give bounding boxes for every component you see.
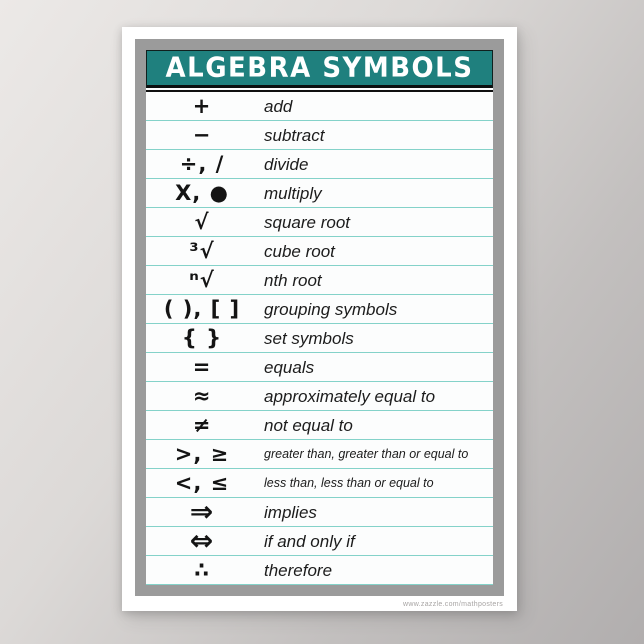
symbol-row (146, 495, 493, 528)
symbol-meaning: if and only if (264, 531, 355, 551)
symbol-table (146, 92, 493, 585)
symbol-meaning: nth root (264, 270, 322, 290)
symbol-glyph: + (192, 93, 212, 118)
symbol-row (146, 150, 493, 179)
poster-header (146, 50, 493, 88)
symbol-meaning: less than, less than or equal to (264, 475, 434, 490)
symbol-glyph: >, ≥ (174, 441, 230, 466)
symbol-glyph: ÷, / (179, 151, 225, 176)
symbol-glyph: <, ≤ (174, 470, 230, 495)
symbol-row (146, 440, 493, 469)
symbol-glyph: ⁿ√ (189, 267, 215, 292)
symbol-row (146, 324, 493, 353)
symbol-row (146, 556, 493, 585)
symbol-meaning: greater than, greater than or equal to (264, 446, 469, 461)
symbol-meaning: square root (264, 212, 350, 232)
symbol-meaning: cube root (264, 241, 335, 261)
poster-title: ALGEBRA SYMBOLS (165, 52, 474, 84)
symbol-glyph: ≈ (192, 383, 212, 408)
symbol-glyph: ⇒ (189, 495, 215, 528)
symbol-glyph: ∴ (194, 557, 210, 582)
symbol-row (146, 179, 493, 208)
symbol-row (146, 524, 493, 557)
symbol-row (146, 411, 493, 440)
poster-frame (135, 39, 504, 596)
symbol-row (146, 353, 493, 382)
footer-url: www.zazzle.com/mathposters (403, 601, 503, 608)
symbol-meaning: add (264, 96, 293, 116)
symbol-glyph: ⇔ (189, 524, 215, 557)
symbol-glyph: − (192, 122, 212, 147)
symbol-meaning: therefore (264, 560, 333, 580)
symbol-meaning: implies (264, 502, 317, 522)
symbol-meaning: approximately equal to (264, 386, 436, 406)
symbol-row (146, 237, 493, 266)
symbol-meaning: not equal to (264, 415, 353, 435)
symbol-meaning: equals (264, 357, 315, 377)
symbol-row (146, 266, 493, 295)
symbol-row (146, 208, 493, 237)
symbol-row (146, 469, 493, 498)
symbol-row (146, 92, 493, 121)
symbol-meaning: multiply (264, 183, 322, 203)
symbol-glyph: √ (194, 209, 210, 234)
symbol-glyph: ³√ (189, 238, 215, 263)
symbol-row (146, 295, 493, 324)
symbol-meaning: grouping symbols (264, 299, 398, 319)
symbol-glyph: X, ● (175, 180, 229, 205)
symbol-row (146, 382, 493, 411)
symbol-glyph: = (192, 354, 212, 379)
symbol-meaning: subtract (264, 125, 325, 145)
symbol-glyph: ( ), [ ] (163, 296, 241, 321)
symbol-meaning: set symbols (264, 328, 354, 348)
poster-sheet (122, 27, 517, 611)
symbol-row (146, 121, 493, 150)
symbol-glyph: ≠ (192, 412, 212, 437)
symbol-meaning: divide (264, 154, 309, 174)
symbol-glyph: { } (181, 325, 223, 350)
